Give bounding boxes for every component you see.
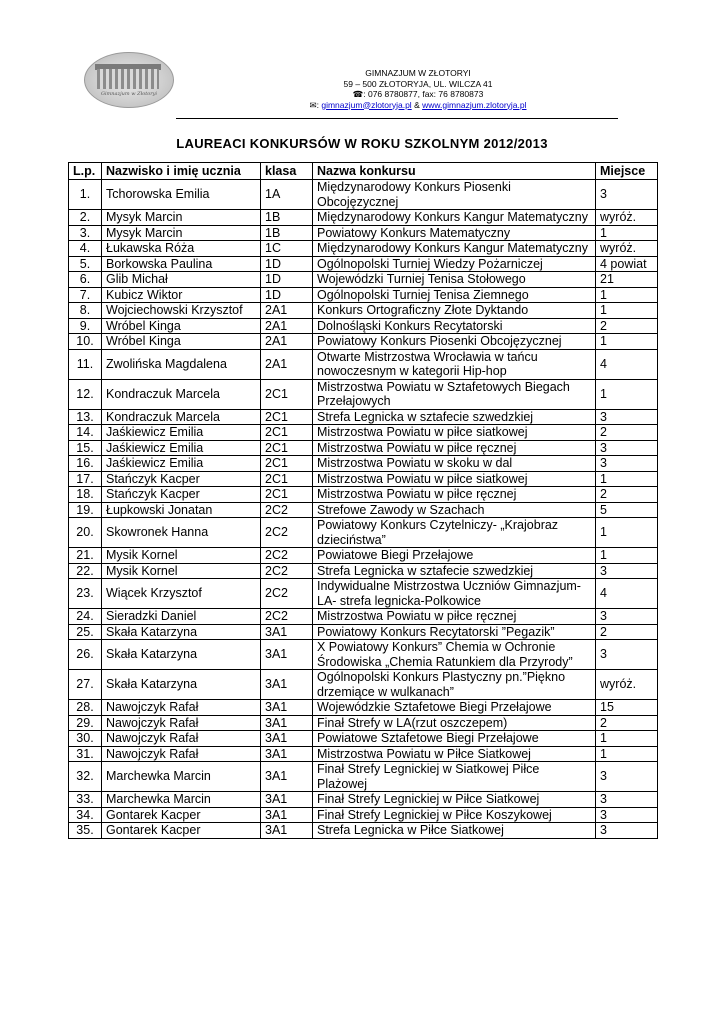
cell-student-name: Nawojczyk Rafał (102, 746, 261, 762)
table-row (69, 563, 658, 579)
table-row (69, 379, 658, 409)
cell-competition: Otwarte Mistrzostwa Wrocławia w tańcu nowoczesnym w kategorii Hip-hop (313, 349, 596, 379)
cell-place: 1 (596, 731, 658, 747)
cell-lp: 13. (69, 409, 102, 425)
laureates-table (68, 162, 658, 839)
cell-class: 3A1 (261, 700, 313, 716)
cell-lp: 21. (69, 548, 102, 564)
cell-place: 21 (596, 272, 658, 288)
cell-student-name: Wojciechowski Krzysztof (102, 303, 261, 319)
cell-student-name: Skowronek Hanna (102, 518, 261, 548)
cell-class: 2A1 (261, 303, 313, 319)
cell-student-name: Skała Katarzyna (102, 670, 261, 700)
cell-student-name: Sieradzki Daniel (102, 609, 261, 625)
table-row (69, 318, 658, 334)
column-header: Miejsce (596, 163, 658, 180)
table-row (69, 502, 658, 518)
cell-student-name: Nawojczyk Rafał (102, 700, 261, 716)
cell-competition: Mistrzostwa Powiatu w Sztafetowych Biegach Przełajowych (313, 379, 596, 409)
cell-class: 2C1 (261, 379, 313, 409)
table-row (69, 579, 658, 609)
table-row (69, 640, 658, 670)
table-row (69, 609, 658, 625)
cell-lp: 23. (69, 579, 102, 609)
cell-competition: Powiatowy Konkurs Czytelniczy- „Krajobraz dzieciństwa” (313, 518, 596, 548)
cell-student-name: Mysyk Marcin (102, 210, 261, 226)
cell-competition: Finał Strefy w LA(rzut oszczepem) (313, 715, 596, 731)
cell-class: 2C1 (261, 487, 313, 503)
cell-lp: 10. (69, 334, 102, 350)
cell-lp: 9. (69, 318, 102, 334)
cell-competition: Mistrzostwa Powiatu w piłce ręcznej (313, 440, 596, 456)
cell-lp: 19. (69, 502, 102, 518)
page-title: LAUREACI KONKURSÓW W ROKU SZKOLNYM 2012/2013 (176, 136, 548, 151)
table-row (69, 241, 658, 257)
cell-lp: 26. (69, 640, 102, 670)
column-header: Nazwisko i imię ucznia (102, 163, 261, 180)
cell-place: 3 (596, 640, 658, 670)
cell-lp: 11. (69, 349, 102, 379)
table-row (69, 272, 658, 288)
cell-competition: X Powiatowy Konkurs” Chemia w Ochronie Środowiska „Chemia Ratunkiem dla Przyrody” (313, 640, 596, 670)
cell-lp: 2. (69, 210, 102, 226)
cell-place: 3 (596, 609, 658, 625)
logo-caption: Gimnazjum w Złotoryi (100, 91, 158, 97)
column-header: L.p. (69, 163, 102, 180)
cell-competition: Wojewódzki Turniej Tenisa Stołowego (313, 272, 596, 288)
cell-competition: Dolnośląski Konkurs Recytatorski (313, 318, 596, 334)
cell-competition: Mistrzostwa Powiatu w piłce siatkowej (313, 425, 596, 441)
column-header: Nazwa konkursu (313, 163, 596, 180)
cell-student-name: Jaśkiewicz Emilia (102, 425, 261, 441)
table-row (69, 731, 658, 747)
cell-class: 2C2 (261, 609, 313, 625)
cell-class: 2C2 (261, 548, 313, 564)
cell-lp: 3. (69, 225, 102, 241)
table-row (69, 334, 658, 350)
cell-class: 2A1 (261, 318, 313, 334)
cell-place: 3 (596, 563, 658, 579)
table-row (69, 210, 658, 226)
cell-place: 2 (596, 624, 658, 640)
cell-class: 1D (261, 256, 313, 272)
cell-class: 2C2 (261, 502, 313, 518)
cell-lp: 31. (69, 746, 102, 762)
cell-lp: 32. (69, 762, 102, 792)
cell-student-name: Glib Michał (102, 272, 261, 288)
cell-lp: 24. (69, 609, 102, 625)
cell-lp: 16. (69, 456, 102, 472)
cell-competition: Konkurs Ortograficzny Złote Dyktando (313, 303, 596, 319)
cell-place: 1 (596, 548, 658, 564)
cell-competition: Międzynarodowy Konkurs Kangur Matematyczny (313, 241, 596, 257)
cell-class: 1D (261, 287, 313, 303)
envelope-icon: ✉: (309, 99, 322, 110)
cell-student-name: Nawojczyk Rafał (102, 731, 261, 747)
cell-place: 3 (596, 440, 658, 456)
cell-student-name: Mysyk Marcin (102, 225, 261, 241)
email-link[interactable]: gimnazjum@zlotoryja.pl (321, 99, 412, 110)
cell-place: 3 (596, 409, 658, 425)
cell-competition: Strefowe Zawody w Szachach (313, 502, 596, 518)
cell-place: 2 (596, 715, 658, 731)
cell-lp: 17. (69, 471, 102, 487)
cell-place: wyróż. (596, 241, 658, 257)
cell-lp: 33. (69, 792, 102, 808)
table-row (69, 518, 658, 548)
cell-class: 2C2 (261, 579, 313, 609)
cell-student-name: Skała Katarzyna (102, 624, 261, 640)
cell-place: 1 (596, 471, 658, 487)
cell-lp: 29. (69, 715, 102, 731)
cell-place: wyróż. (596, 210, 658, 226)
cell-competition: Strefa Legnicka w Piłce Siatkowej (313, 823, 596, 839)
cell-competition: Ogólnopolski Konkurs Plastyczny pn.”Piękno drzemiące w wulkanach” (313, 670, 596, 700)
cell-place: 15 (596, 700, 658, 716)
table-row (69, 548, 658, 564)
cell-competition: Wojewódzkie Sztafetowe Biegi Przełajowe (313, 700, 596, 716)
cell-class: 2C1 (261, 425, 313, 441)
cell-student-name: Borkowska Paulina (102, 256, 261, 272)
school-name: GIMNAZJUM W ZŁOTORYI (365, 68, 471, 78)
cell-class: 3A1 (261, 807, 313, 823)
cell-competition: Powiatowe Sztafetowe Biegi Przełajowe (313, 731, 596, 747)
cell-lp: 6. (69, 272, 102, 288)
cell-competition: Mistrzostwa Powiatu w piłce siatkowej (313, 471, 596, 487)
cell-place: 4 powiat (596, 256, 658, 272)
cell-place: wyróż. (596, 670, 658, 700)
cell-place: 1 (596, 518, 658, 548)
cell-student-name: Wiącek Krzysztof (102, 579, 261, 609)
school-links (228, 100, 608, 111)
column-header: klasa (261, 163, 313, 180)
cell-place: 1 (596, 225, 658, 241)
cell-place: 1 (596, 379, 658, 409)
cell-lp: 12. (69, 379, 102, 409)
cell-student-name: Mysik Kornel (102, 548, 261, 564)
cell-competition: Mistrzostwa Powiatu w skoku w dal (313, 456, 596, 472)
cell-class: 1D (261, 272, 313, 288)
cell-class: 2C1 (261, 471, 313, 487)
cell-lp: 7. (69, 287, 102, 303)
cell-class: 1B (261, 225, 313, 241)
cell-class: 3A1 (261, 670, 313, 700)
cell-place: 3 (596, 180, 658, 210)
table-row (69, 823, 658, 839)
cell-place: 4 (596, 349, 658, 379)
table-row (69, 624, 658, 640)
cell-student-name: Łupkowski Jonatan (102, 502, 261, 518)
cell-lp: 22. (69, 563, 102, 579)
cell-student-name: Gontarek Kacper (102, 807, 261, 823)
table-row (69, 700, 658, 716)
cell-class: 3A1 (261, 731, 313, 747)
table-row (69, 349, 658, 379)
website-link[interactable]: www.gimnazjum.zlotoryja.pl (422, 99, 527, 110)
table-row (69, 456, 658, 472)
logo-building (97, 69, 159, 89)
cell-competition: Powiatowy Konkurs Matematyczny (313, 225, 596, 241)
cell-class: 2C2 (261, 563, 313, 579)
table-row (69, 715, 658, 731)
cell-lp: 35. (69, 823, 102, 839)
cell-place: 4 (596, 579, 658, 609)
cell-student-name: Gontarek Kacper (102, 823, 261, 839)
cell-competition: Ogólnopolski Turniej Wiedzy Pożarniczej (313, 256, 596, 272)
cell-place: 3 (596, 456, 658, 472)
cell-lp: 8. (69, 303, 102, 319)
cell-place: 3 (596, 762, 658, 792)
cell-class: 3A1 (261, 746, 313, 762)
cell-competition: Finał Strefy Legnickiej w Piłce Siatkowej (313, 792, 596, 808)
cell-competition: Powiatowy Konkurs Piosenki Obcojęzycznej (313, 334, 596, 350)
table-row (69, 287, 658, 303)
table-row (69, 471, 658, 487)
table-row (69, 303, 658, 319)
table-row (69, 440, 658, 456)
cell-class: 2A1 (261, 334, 313, 350)
cell-lp: 30. (69, 731, 102, 747)
cell-student-name: Wróbel Kinga (102, 334, 261, 350)
cell-lp: 4. (69, 241, 102, 257)
cell-place: 1 (596, 303, 658, 319)
cell-student-name: Nawojczyk Rafał (102, 715, 261, 731)
school-contact (228, 68, 608, 110)
cell-student-name: Marchewka Marcin (102, 762, 261, 792)
cell-lp: 5. (69, 256, 102, 272)
cell-lp: 15. (69, 440, 102, 456)
cell-student-name: Jaśkiewicz Emilia (102, 456, 261, 472)
cell-lp: 20. (69, 518, 102, 548)
cell-student-name: Stańczyk Kacper (102, 487, 261, 503)
cell-place: 5 (596, 502, 658, 518)
cell-competition: Strefa Legnicka w sztafecie szwedzkiej (313, 409, 596, 425)
table-row (69, 487, 658, 503)
school-logo (84, 52, 174, 108)
cell-place: 1 (596, 746, 658, 762)
cell-student-name: Marchewka Marcin (102, 792, 261, 808)
cell-student-name: Skała Katarzyna (102, 640, 261, 670)
letterhead (78, 52, 646, 120)
cell-lp: 34. (69, 807, 102, 823)
table-row (69, 762, 658, 792)
link-separator: & (411, 99, 423, 110)
table-row (69, 225, 658, 241)
cell-class: 2A1 (261, 349, 313, 379)
cell-competition: Powiatowy Konkurs Recytatorski ”Pegazik” (313, 624, 596, 640)
cell-competition: Powiatowe Biegi Przełajowe (313, 548, 596, 564)
cell-place: 3 (596, 807, 658, 823)
table-row (69, 425, 658, 441)
cell-class: 3A1 (261, 715, 313, 731)
school-address: 59 – 500 ZŁOTORYJA, UL. WILCZA 41 (343, 78, 493, 89)
cell-lp: 14. (69, 425, 102, 441)
cell-competition: Mistrzostwa Powiatu w piłce ręcznej (313, 487, 596, 503)
cell-lp: 18. (69, 487, 102, 503)
table-row (69, 807, 658, 823)
table-row (69, 746, 658, 762)
cell-student-name: Stańczyk Kacper (102, 471, 261, 487)
cell-place: 2 (596, 487, 658, 503)
cell-student-name: Jaśkiewicz Emilia (102, 440, 261, 456)
cell-lp: 25. (69, 624, 102, 640)
table-row (69, 409, 658, 425)
cell-student-name: Łukawska Róża (102, 241, 261, 257)
cell-competition: Ogólnopolski Turniej Tenisa Ziemnego (313, 287, 596, 303)
cell-class: 3A1 (261, 792, 313, 808)
cell-class: 2C1 (261, 409, 313, 425)
cell-class: 2C1 (261, 440, 313, 456)
table-row (69, 792, 658, 808)
cell-class: 3A1 (261, 624, 313, 640)
cell-place: 2 (596, 318, 658, 334)
cell-class: 3A1 (261, 823, 313, 839)
cell-competition: Finał Strefy Legnickiej w Piłce Koszykowej (313, 807, 596, 823)
cell-class: 1B (261, 210, 313, 226)
cell-student-name: Mysik Kornel (102, 563, 261, 579)
table-row (69, 670, 658, 700)
cell-class: 2C1 (261, 456, 313, 472)
cell-student-name: Wróbel Kinga (102, 318, 261, 334)
cell-lp: 28. (69, 700, 102, 716)
cell-class: 1C (261, 241, 313, 257)
table-header-row (69, 163, 658, 180)
cell-competition: Strefa Legnicka w sztafecie szwedzkiej (313, 563, 596, 579)
school-phone: ☎: 076 8780877, fax: 76 8780873 (352, 89, 484, 99)
header-divider (176, 118, 618, 119)
cell-class: 2C2 (261, 518, 313, 548)
cell-lp: 27. (69, 670, 102, 700)
cell-competition: Indywidualne Mistrzostwa Uczniów Gimnazjum- LA- strefa legnicka-Polkowice (313, 579, 596, 609)
cell-place: 3 (596, 823, 658, 839)
cell-competition: Międzynarodowy Konkurs Piosenki Obcojęzycznej (313, 180, 596, 210)
table-row (69, 256, 658, 272)
cell-competition: Mistrzostwa Powiatu w Piłce Siatkowej (313, 746, 596, 762)
cell-competition: Mistrzostwa Powiatu w piłce ręcznej (313, 609, 596, 625)
cell-lp: 1. (69, 180, 102, 210)
cell-student-name: Kondraczuk Marcela (102, 379, 261, 409)
cell-place: 2 (596, 425, 658, 441)
cell-competition: Finał Strefy Legnickiej w Siatkowej Piłce Plażowej (313, 762, 596, 792)
cell-student-name: Kubicz Wiktor (102, 287, 261, 303)
cell-place: 1 (596, 334, 658, 350)
cell-student-name: Zwolińska Magdalena (102, 349, 261, 379)
cell-class: 3A1 (261, 640, 313, 670)
table-row (69, 180, 658, 210)
cell-student-name: Tchorowska Emilia (102, 180, 261, 210)
cell-place: 1 (596, 287, 658, 303)
cell-class: 3A1 (261, 762, 313, 792)
cell-class: 1A (261, 180, 313, 210)
cell-student-name: Kondraczuk Marcela (102, 409, 261, 425)
cell-competition: Międzynarodowy Konkurs Kangur Matematyczny (313, 210, 596, 226)
cell-place: 3 (596, 792, 658, 808)
